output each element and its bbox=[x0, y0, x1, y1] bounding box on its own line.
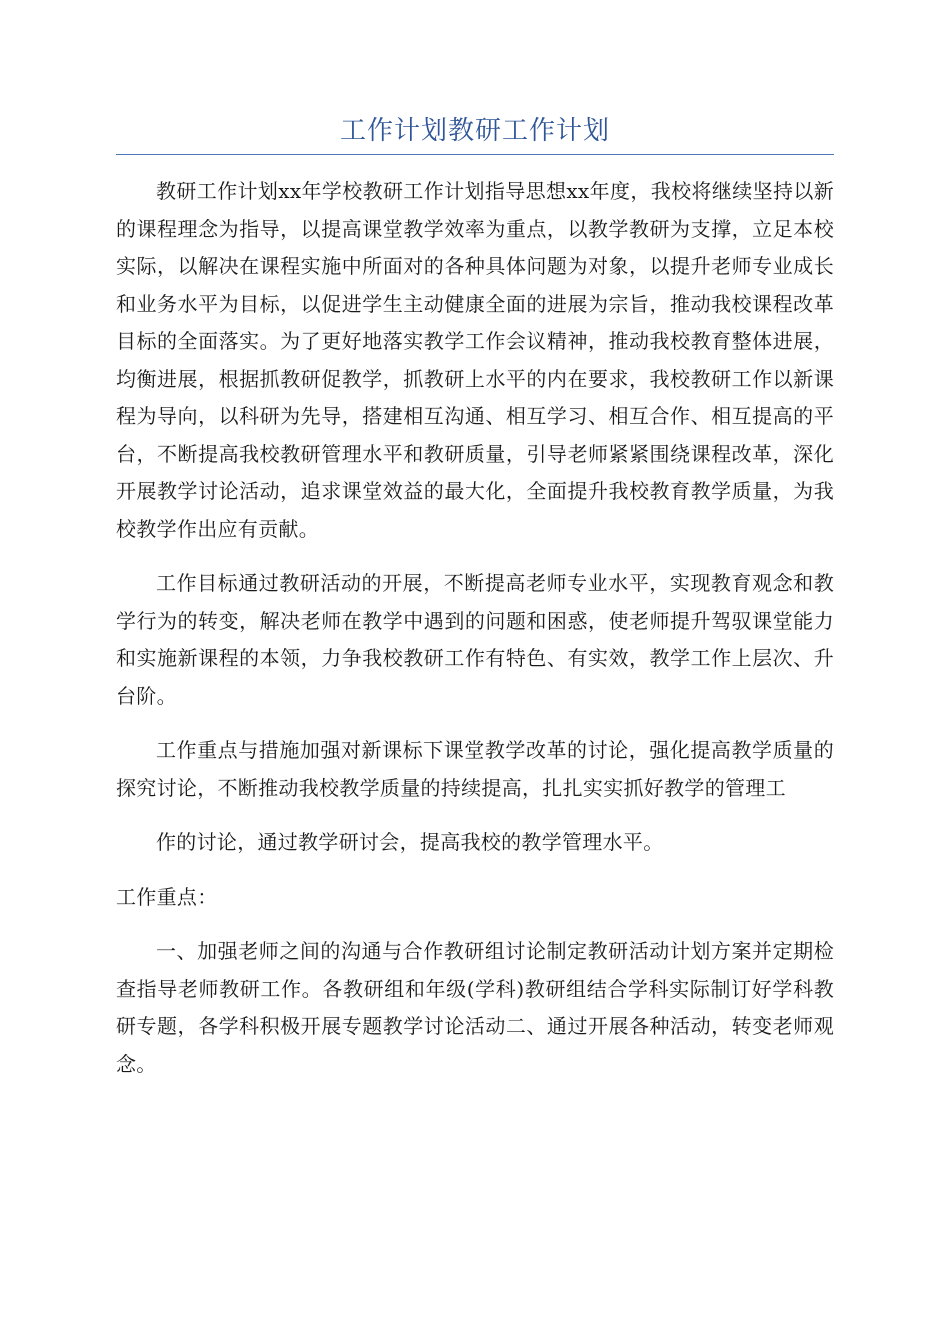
paragraph-work-goals: 工作目标通过教研活动的开展，不断提高老师专业水平，实现教育观念和教学行为的转变，解决老师在教学中遇到的问题和困惑，使老师提升驾驭课堂能力和实施新课程的本领，力争我校教研工作有特色、有实效，教学工作上层次、升台阶。 bbox=[116, 571, 834, 708]
document-page bbox=[116, 108, 834, 1100]
document-title: 工作计划教研工作计划 bbox=[339, 116, 610, 146]
paragraph-key-measures: 工作重点与措施加强对新课标下课堂教学改革的讨论，强化提高教学质量的探究讨论，不断推动我校教学质量的持续提高，扎扎实实抓好教学的管理工 bbox=[116, 738, 834, 800]
paragraph-management-discussion: 作的讨论，通过教学研讨会，提高我校的教学管理水平。 bbox=[156, 830, 664, 854]
section-heading-work-focus: 工作重点： bbox=[116, 884, 218, 909]
paragraph-item-one: 一、加强老师之间的沟通与合作教研组讨论制定教研活动计划方案并定期检查指导老师教研工作。各教研组和年级(学科)教研组结合学科实际制订好学科教研专题，各学科积极开展专题教学讨论活动二、通过开展各种活动，转变老师观念。 bbox=[116, 939, 834, 1076]
title-underline bbox=[116, 154, 834, 155]
paragraph-guiding-ideology: 教研工作计划xx年学校教研工作计划指导思想xx年度，我校将继续坚持以新的课程理念为指导，以提高课堂教学效率为重点，以教学教研为支撑，立足本校实际，以解决在课程实施中所面对的各种具体问题为对象，以提升老师专业成长和业务水平为目标，以促进学生主动健康全面的进展为宗旨，推动我校课程改革目标的全面落实。为了更好地落实教学工作会议精神，推动我校教育整体进展，均衡进展，根据抓教研促教学，抓教研上水平的内在要求，我校教研工作以新课程为导向，以科研为先导，搭建相互沟通、相互学习、相互合作、相互提高的平台，不断提高我校教研管理水平和教研质量，引导老师紧紧围绕课程改革，深化开展教学讨论活动，追求课堂效益的最大化，全面提升我校教育教学质量，为我校教学作出应有贡献。 bbox=[116, 179, 834, 541]
